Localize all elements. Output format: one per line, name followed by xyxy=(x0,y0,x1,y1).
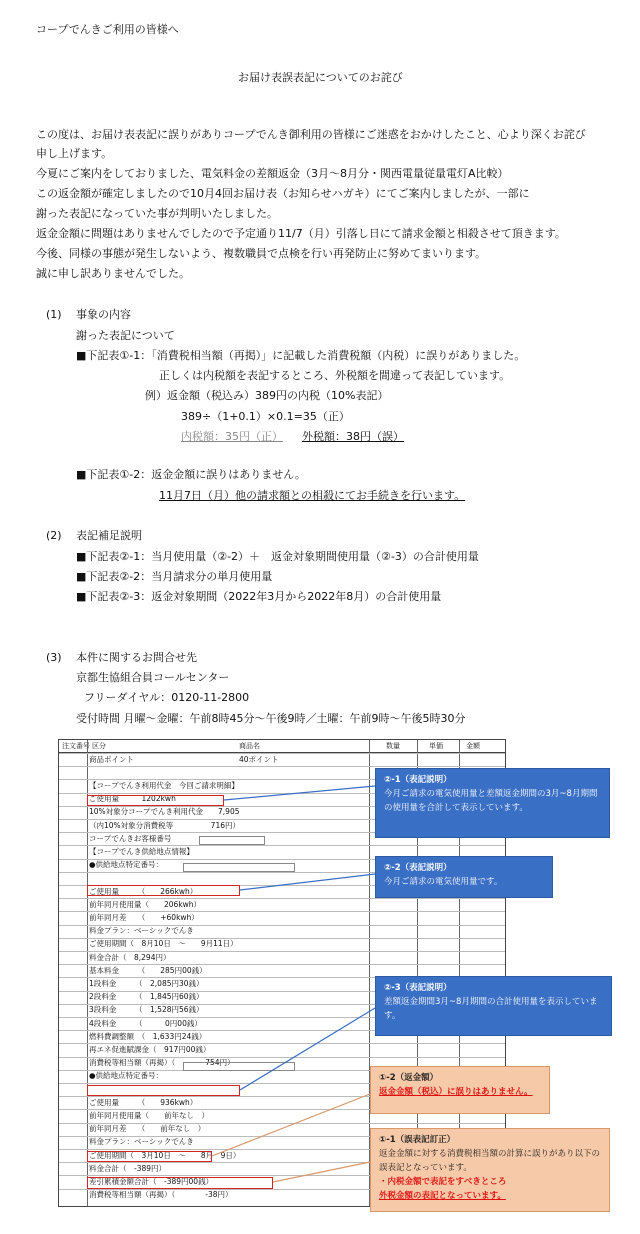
callout-2-3 xyxy=(375,976,612,1036)
contact-phone: フリーダイヤル：0120-11-2800 xyxy=(84,691,250,704)
callout-2-1 xyxy=(375,768,610,838)
table-row: 消費税等相当額（再掲）（ 754円） xyxy=(89,1058,235,1068)
body-line: 返金金額に問題はありませんでしたので予定通り11/7（月）引落し日にて請求金額と相殺させて頂きます。 xyxy=(36,227,566,240)
table-row: 前年同月差 （ +60kwh） xyxy=(89,912,199,922)
section-title: 本件に関するお問合せ先 xyxy=(76,651,197,664)
table-row: 料金合計（ 8,294円） xyxy=(89,952,171,962)
item-2-1: ■下記表②-1：当月使用量（②-2）＋ 返金対象期間使用量（②-3）の合計使用量 xyxy=(76,550,479,563)
item-1-1: ■下記表①-1：「消費税相当額（再掲）」に記載した消費税額（内税）に誤りがありました。 xyxy=(76,349,526,362)
calc-line: 389÷（1+0.1）×0.1=35（正） xyxy=(181,410,350,423)
table-row: 料金合計（ -389円） xyxy=(89,1163,167,1173)
table-row: ●供給地点特定番号： xyxy=(89,1071,164,1081)
table-row: 再エネ促進賦課金（ 917円00銭） xyxy=(89,1044,211,1054)
callout-title: ②-2（表記説明） xyxy=(384,863,452,873)
table-row: ご使用量 1202kwh xyxy=(89,794,176,804)
body-line: 謝った表記になっていた事が判明いたしました。 xyxy=(36,207,278,220)
table-row: ご使用量 （ 266kwh） xyxy=(89,886,198,896)
table-row: 消費税等相当額（再掲）（ -38円） xyxy=(89,1190,233,1200)
table-row: 差引累積金額合計（ -389円00銭） xyxy=(89,1176,214,1186)
item-1-2-detail: 11月7日（月）他の請求額との相殺にてお手続きを行います。 xyxy=(159,489,466,502)
table-row: 燃料費調整額 （ 1,633円24銭） xyxy=(89,1031,207,1041)
item-1-2: ■下記表①-2：返金金額に誤りはありません。 xyxy=(76,468,306,481)
table-row: 4段料金 （ 0円00銭） xyxy=(89,1018,202,1028)
wrong-tax: 外税額：38円（誤） xyxy=(302,430,404,443)
table-row: 2段料金 （ 1,845円60銭） xyxy=(89,992,204,1002)
section-subtitle: 謝った表記について xyxy=(76,329,175,342)
callout-text: 返金金額に対する消費税相当額の計算に誤りがあり以下の誤表記となっています。 xyxy=(379,1149,601,1173)
item-2-3: ■下記表②-3：返金対象期間（2022年3月から2022年8月）の合計使用量 xyxy=(76,590,442,603)
table-row: コープでんきお客様番号 xyxy=(89,833,172,843)
body-line: 申し上げます。 xyxy=(36,147,113,160)
item-2-2: ■下記表②-2：当月請求分の単月使用量 xyxy=(76,570,273,583)
table-row: 【コープでんき供給地点情報】 xyxy=(89,846,194,856)
table-row: 【コープでんき利用代金 今回ご請求明細】 xyxy=(89,780,239,790)
section-number: (1) xyxy=(46,308,62,321)
body-line: 誠に申し訳ありませんでした。 xyxy=(36,267,190,280)
section-title: 事象の内容 xyxy=(76,308,131,321)
table-row: 1段料金 （ 2,085円30銭） xyxy=(89,978,204,988)
item-1-1-detail: 正しくは内税額を表記するところ、外税額を間違って表記しています。 xyxy=(159,369,511,382)
table-row: 基本料金 （ 285円00銭） xyxy=(89,965,207,975)
header-order-no: 注文番号 xyxy=(62,742,90,750)
table-row: ご使用期間（ 8月10日 ～ 9月11日） xyxy=(89,939,238,949)
section-number: (2) xyxy=(46,529,62,542)
header-amount: 金額 xyxy=(466,742,480,750)
body-line: この度は、お届け表表記に誤りがありコープでんき御利用の皆様にご迷惑をおかけしたこと、心より深くお詫び xyxy=(36,128,586,141)
greeting: コープでんきご利用の皆様へ xyxy=(36,23,179,36)
table-row: 商品ポイント 40ポイント xyxy=(89,754,279,764)
table-row: 10%対象分コープでんき利用代金 7,905 xyxy=(89,807,240,817)
header-unit-price: 単価 xyxy=(429,742,443,750)
body-line: 今夏にご案内をしておりました、電気料金の差額返金（3月～8月分・関西電量従量電灯A比較） xyxy=(36,167,509,180)
table-row: 3段料金 （ 1,528円56銭） xyxy=(89,1005,204,1015)
example-line: 例）返金額（税込み）389円の内税（10%表記） xyxy=(145,389,389,402)
callout-1-2 xyxy=(370,1066,550,1114)
table-row: 料金プラン：ベーシックでんき xyxy=(89,926,194,936)
table-row: （内10%対象分消費税等 716円） xyxy=(89,820,240,830)
callout-title: ①-2（返金額） xyxy=(379,1073,439,1083)
callout-red-line: ・内税金額で表記をすべきところ xyxy=(379,1177,507,1187)
header-product: 商品名 xyxy=(239,742,260,750)
contact-org: 京都生協組合員コールセンター xyxy=(76,671,230,684)
table-row: 前年同月使用量（ 206kwh） xyxy=(89,899,202,909)
callout-2-2 xyxy=(375,856,553,898)
header-category: 区分 xyxy=(92,742,106,750)
callout-text: 今月ご請求の電気使用量です。 xyxy=(384,877,503,887)
callout-title: ②-1（表記説明） xyxy=(384,775,452,785)
page-title: お届け表誤表記についてのお詫び xyxy=(238,71,403,84)
callout-title: ②-3（表記説明） xyxy=(384,983,452,993)
callout-1-1 xyxy=(370,1128,610,1212)
section-number: (3) xyxy=(46,651,62,664)
section-title: 表記補足説明 xyxy=(76,529,142,542)
table-row: 前年同月差 （ 前年なし ） xyxy=(89,1124,206,1134)
body-line: この返金額が確定しましたので10月4回お届け表（お知らせハガキ）にてご案内しましたが、一部に xyxy=(36,187,530,200)
callout-red-line: 外税金額の表記となっています。 xyxy=(379,1191,506,1201)
callout-text: 差額返金期間3月~8月期間の合計使用量を表示しています。 xyxy=(384,997,598,1021)
table-row: ●供給地点特定番号： xyxy=(89,860,164,870)
body-line: 今後、同様の事態が発生しないよう、複数職員で点検を行い再発防止に努めてまいります。 xyxy=(36,247,487,260)
table-row: ご使用期間（ 3月10日 ～ 8月 9日） xyxy=(89,1150,241,1160)
table-row: 料金プラン：ベーシックでんき xyxy=(89,1137,194,1147)
callout-text: 返金金額（税込）に誤りはありません。 xyxy=(379,1087,533,1097)
callout-text: 今月ご請求の電気使用量と差額返金期間の3月~8月期間の使用量を合計して表示しています。 xyxy=(384,789,598,813)
table-row: ご使用量 （ 936kwh） xyxy=(89,1097,198,1107)
contact-hours: 受付時間 月曜～金曜：午前8時45分～午後9時／土曜：午前9時～午後5時30分 xyxy=(76,712,466,725)
table-row: 前年同月使用量（ 前年なし ） xyxy=(89,1110,209,1120)
header-qty: 数量 xyxy=(386,742,400,750)
correct-tax: 内税額：35円（正） xyxy=(181,430,283,443)
callout-title: ①-1（誤表記訂正） xyxy=(379,1135,456,1145)
